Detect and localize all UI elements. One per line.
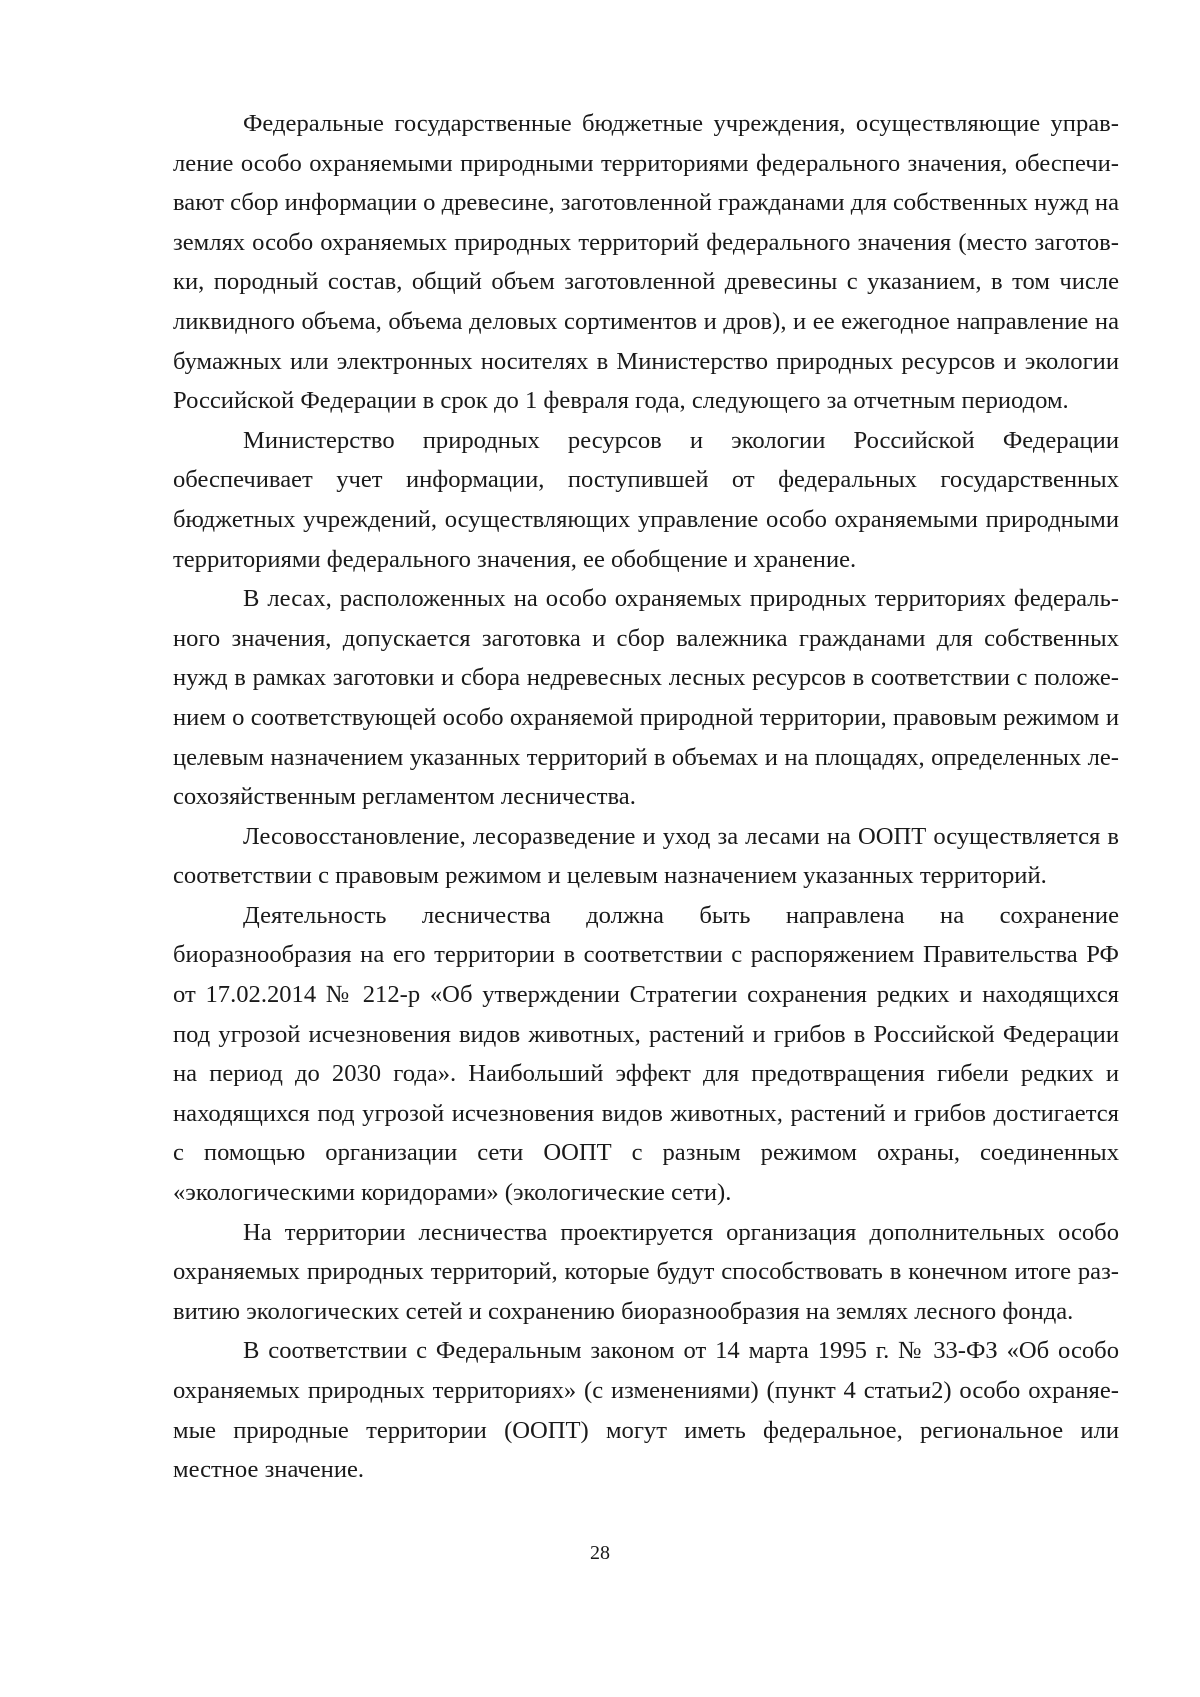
- body-text: [173, 104, 1119, 1490]
- paragraph-1: Федеральные государственные бюджетные учреждения, осуществляющие управление особо охраняемыми природными территориями федерального значения, обеспечивают сбор информации о древесине, заготовленной гражданами для собственных нужд на землях особо охраняемых природных территорий федерального значения (место заготовки, породный состав, общий объем заготовленной древесины с указанием, в том числе ликвидного объема, объема деловых сортиментов и дров), и ее ежегодное направление на бумажных или электронных носителях в Министерство природных ресурсов и экологии Российской Федерации в срок до 1 февраля года, следующего за отчетным периодом.: [173, 110, 1119, 415]
- paragraph-2: Министерство природных ресурсов и экологии Российской Федерации обеспечивает учет информации, поступившей от федеральных государственных бюджетных учреждений, осуществляющих управление особо охраняемыми природными территориями федерального значения, ее обобщение и хранение.: [173, 426, 1119, 573]
- paragraph-5: Деятельность лесничества должна быть направлена на сохранение биоразнообразия на его территории в соответствии с распоряжением Правительства РФ от 17.02.2014 № 212-р «Об утверждении Стратегии сохранения редких и находящихся под угрозой исчезновения видов животных, растений и грибов в Российской Федерации на период до 2030 года». Наибольший эффект для предотвращения гибели редких и находящихся под угрозой исчезновения видов животных, растений и грибов достигается с помощью организации сети ООПТ с разным режимом охраны, соединенных «экологическими коридорами» (экологические сети).: [173, 901, 1119, 1207]
- paragraph-6: На территории лесничества проектируется организация дополнительных особо охраняемых природных территорий, которые будут способствовать в конечном итоге развитию экологических сетей и сохранению биоразнообразия на землях лесного фонда.: [173, 1218, 1119, 1325]
- paragraph-7: В соответствии с Федеральным законом от 14 марта 1995 г. № 33-ФЗ «Об особо охраняемых природных территориях» (с изменениями) (пункт 4 статьи2) особо охраняемые природные территории (ООПТ) могут иметь федеральное, региональное или местное значение.: [173, 1337, 1119, 1484]
- page-number: 28: [590, 1542, 610, 1564]
- paragraph-4: Лесовосстановление, лесоразведение и уход за лесами на ООПТ осуществляется в соответствии с правовым режимом и целевым назначением указанных территорий.: [173, 822, 1119, 890]
- paragraph-3: В лесах, расположенных на особо охраняемых природных территориях федерального значения, допускается заготовка и сбор валежника гражданами для собственных нужд в рамках заготовки и сбора недревесных лесных ресурсов в соответствии с положением о соответствующей особо охраняемой природной территории, правовым режимом и целевым назначением указанных территорий в объемах и на площадях, определенных лесохозяйственным регламентом лесничества.: [173, 585, 1119, 811]
